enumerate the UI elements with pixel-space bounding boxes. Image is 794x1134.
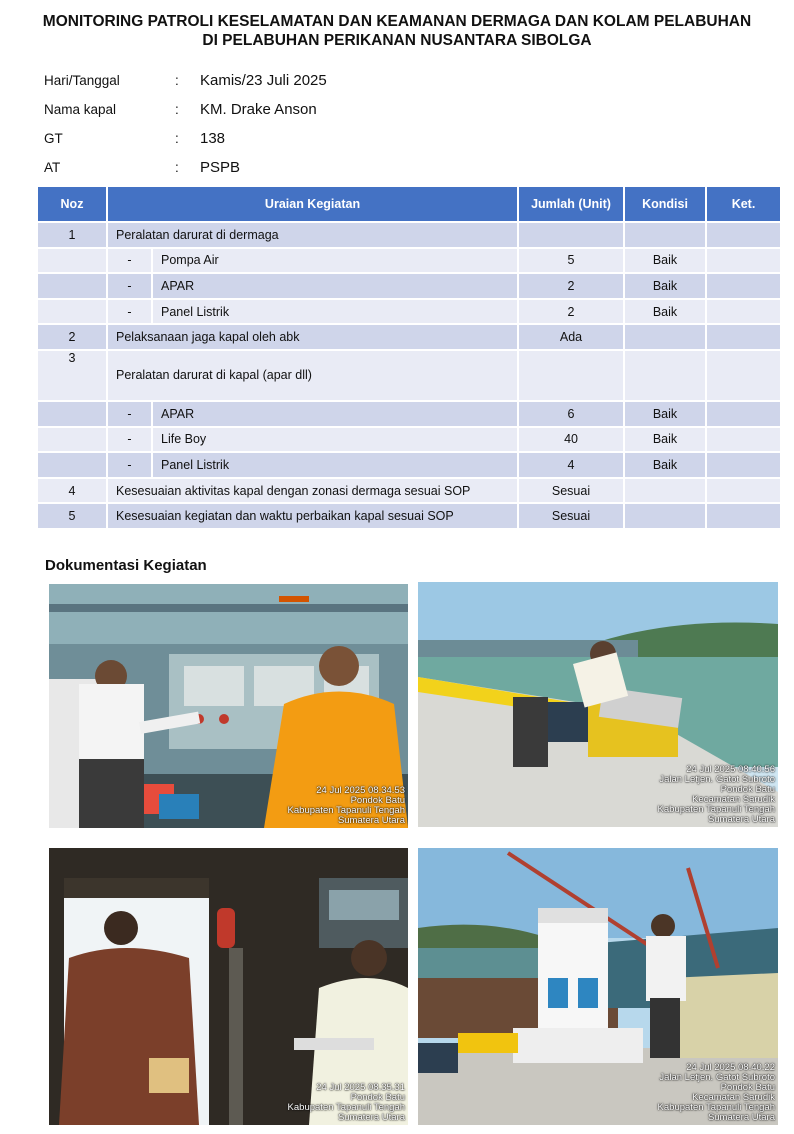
row-condition: Baik <box>624 427 706 453</box>
info-row-date <box>44 66 644 95</box>
row-condition: Baik <box>624 273 706 299</box>
photo-timestamp-stamp: 24 Jul 2025 08.40.22 Jalan Letjen. Gatot Subroto Pondok Batu Kecamatan Sarudik Kabupaten Tapanuli Tengah Sumatera Utara <box>657 1062 775 1123</box>
info-label: GT <box>44 131 63 146</box>
row-item: Panel Listrik <box>152 299 518 325</box>
info-row-at <box>44 153 644 182</box>
photo-timestamp-stamp: 24 Jul 2025 08.40.56 Jalan Letjen. Gatot Subroto Pondok Batu Kecamatan Sarudik Kabupaten Tapanuli Tengah Sumatera Utara <box>657 764 775 825</box>
row-number: 5 <box>37 503 107 529</box>
info-colon: : <box>175 73 179 88</box>
table-row <box>37 222 781 248</box>
info-colon: : <box>175 102 179 117</box>
table-row <box>37 350 781 401</box>
row-quantity: 4 <box>518 452 624 478</box>
table-header-row <box>37 186 781 222</box>
info-value: Kamis/23 Juli 2025 <box>200 72 327 89</box>
bullet-dash: - <box>107 427 152 453</box>
row-description: Pelaksanaan jaga kapal oleh abk <box>107 324 518 350</box>
photo-timestamp-stamp: 24 Jul 2025 08.35.31 Pondok Batu Kabupaten Tapanuli Tengah Sumatera Utara <box>287 1082 405 1123</box>
row-number: 2 <box>37 324 107 350</box>
row-number: 1 <box>37 222 107 248</box>
bullet-dash: - <box>107 248 152 274</box>
photo-ship-interior <box>49 848 408 1125</box>
row-condition: Baik <box>624 299 706 325</box>
monitoring-table <box>36 185 782 530</box>
table-row <box>37 478 781 504</box>
info-row-ship-name <box>44 95 644 124</box>
photo-timestamp-stamp: 24 Jul 2025 08.34.53 Pondok Batu Kabupaten Tapanuli Tengah Sumatera Utara <box>287 785 405 826</box>
row-item: Pompa Air <box>152 248 518 274</box>
row-condition: Baik <box>624 248 706 274</box>
header-condition: Kondisi <box>624 186 706 222</box>
info-value: KM. Drake Anson <box>200 101 317 118</box>
row-quantity: 2 <box>518 299 624 325</box>
row-quantity: 6 <box>518 401 624 427</box>
row-quantity: 2 <box>518 273 624 299</box>
row-item: APAR <box>152 401 518 427</box>
documentation-title: Dokumentasi Kegiatan <box>45 557 207 574</box>
table-row <box>37 401 781 427</box>
bullet-dash: - <box>107 299 152 325</box>
table-row <box>37 427 781 453</box>
row-quantity: 5 <box>518 248 624 274</box>
row-quantity: Sesuai <box>518 478 624 504</box>
row-item: APAR <box>152 273 518 299</box>
row-description: Kesesuaian aktivitas kapal dengan zonasi dermaga sesuai SOP <box>107 478 518 504</box>
info-label: Nama kapal <box>44 102 117 117</box>
info-label: AT <box>44 160 61 175</box>
row-quantity: Sesuai <box>518 503 624 529</box>
vessel-info <box>44 66 644 182</box>
header-quantity: Jumlah (Unit) <box>518 186 624 222</box>
bullet-dash: - <box>107 401 152 427</box>
table-row <box>37 503 781 529</box>
header-notes: Ket. <box>706 186 781 222</box>
info-row-gt <box>44 124 644 153</box>
header-no: Noz <box>37 186 107 222</box>
title-line-2: DI PELABUHAN PERIKANAN NUSANTARA SIBOLGA <box>202 32 592 49</box>
row-number: 3 <box>37 350 107 401</box>
row-description: Peralatan darurat di dermaga <box>107 222 518 248</box>
header-description: Uraian Kegiatan <box>107 186 518 222</box>
info-label: Hari/Tanggal <box>44 73 120 88</box>
info-value: PSPB <box>200 159 241 176</box>
info-colon: : <box>175 131 179 146</box>
row-condition: Baik <box>624 401 706 427</box>
photo-dock-equipment <box>418 582 778 827</box>
row-quantity: Ada <box>518 324 624 350</box>
page-title <box>0 12 794 50</box>
info-value: 138 <box>200 130 226 147</box>
table-row <box>37 299 781 325</box>
row-item: Panel Listrik <box>152 452 518 478</box>
row-description: Kesesuaian kegiatan dan waktu perbaikan kapal sesuai SOP <box>107 503 518 529</box>
title-line-1: MONITORING PATROLI KESELAMATAN DAN KEAMANAN DERMAGA DAN KOLAM PELABUHAN <box>42 13 752 30</box>
table-row <box>37 452 781 478</box>
row-item: Life Boy <box>152 427 518 453</box>
row-quantity: 40 <box>518 427 624 453</box>
bullet-dash: - <box>107 452 152 478</box>
row-number: 4 <box>37 478 107 504</box>
row-description: Peralatan darurat di kapal (apar dll) <box>107 350 518 401</box>
table-row <box>37 248 781 274</box>
photo-dock-power-panel <box>418 848 778 1125</box>
table-row <box>37 324 781 350</box>
info-colon: : <box>175 160 179 175</box>
bullet-dash: - <box>107 273 152 299</box>
row-condition: Baik <box>624 452 706 478</box>
table-row <box>37 273 781 299</box>
photo-engine-room-panel <box>49 584 408 828</box>
